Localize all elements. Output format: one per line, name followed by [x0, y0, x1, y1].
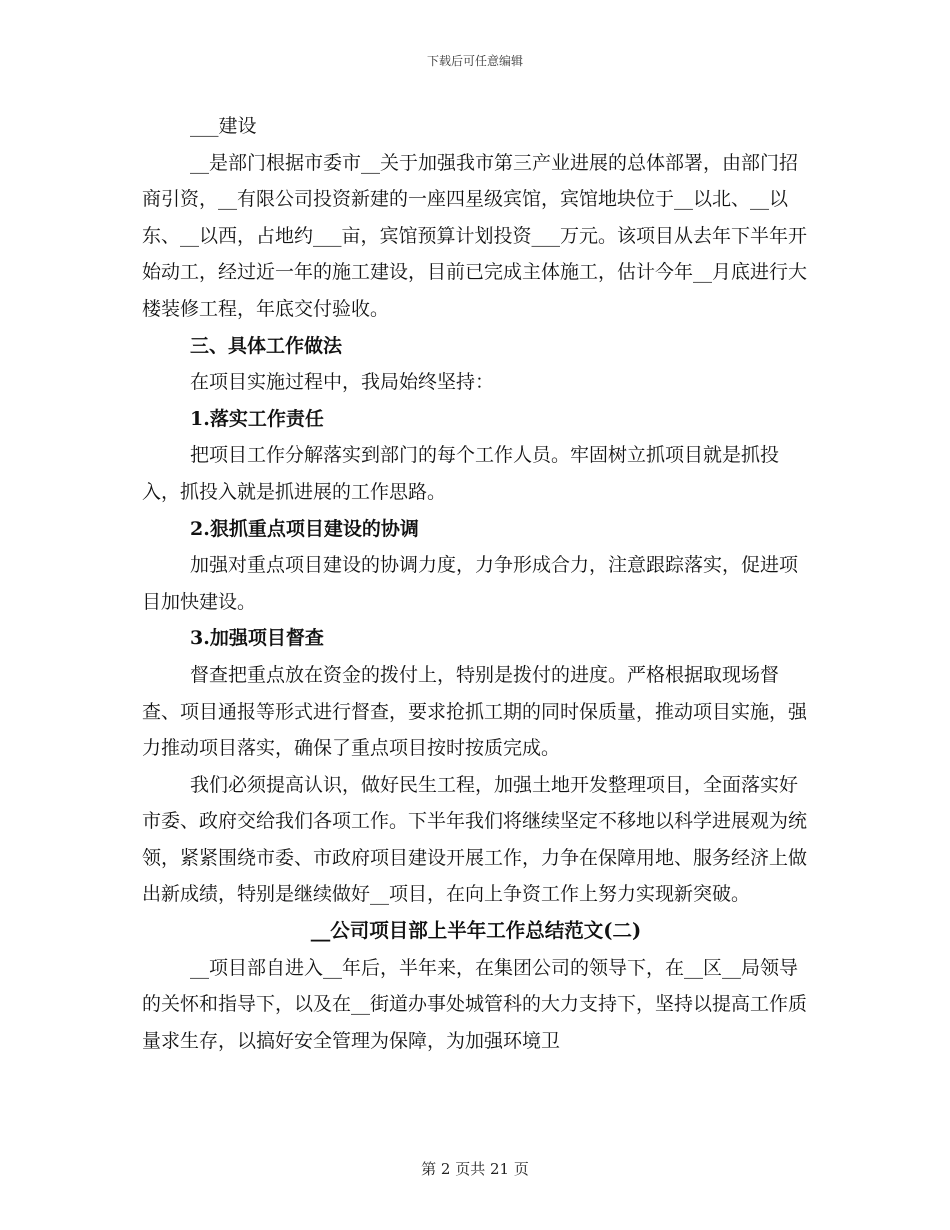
- paragraph-coordination: 加强对重点项目建设的协调力度，力争形成合力，注意跟踪落实，促进项目加快建设。: [142, 554, 799, 613]
- document-body: [142, 108, 810, 1059]
- page-header: 下载后可任意编辑: [426, 54, 523, 68]
- paragraph-project-department: __项目部自进入__年后，半年来，在集团公司的领导下，在__区__局领导的关怀和指导下，以及在__街道办事处城管科的大力支持下，坚持以提高工作质量求生存，以搞好安全管理为保障，为加强环境卫: [142, 956, 808, 1052]
- paragraph-supervision: 督查把重点放在资金的拨付上，特别是拨付的进度。严格根据取现场督查、项目通报等形式进行督查，要求抢抓工期的同时保质量，推动项目实施，强力推动项目落实，确保了重点项目按时按质完成。: [142, 663, 808, 760]
- paragraph-outlook: 我们必须提高认识，做好民生工程，加强土地开发整理项目，全面落实好市委、政府交给我们各项工作。下半年我们将继续坚定不移地以科学进展观为统领，紧紧围绕市委、市政府项目建设开展工作，力争在保障用地、服务经济上做出新成绩，特别是继续做好__项目，在向上争资工作上努力实现新突破。: [142, 773, 808, 906]
- section-title-two: __公司项目部上半年工作总结范文(二): [310, 919, 642, 943]
- paragraph-adherence: 在项目实施过程中，我局始终坚持：: [190, 371, 495, 394]
- heading-responsibility: 1.落实工作责任: [190, 407, 324, 430]
- heading-specific-practices: 三、具体工作做法: [190, 334, 343, 357]
- heading-coordination: 2.狠抓重点项目建设的协调: [190, 517, 419, 540]
- paragraph-responsibility: 把项目工作分解落实到部门的每个工作人员。牢固树立抓项目就是抓投入，抓投入就是抓进展的工作思路。: [142, 444, 780, 503]
- heading-supervision: 3.加强项目督查: [190, 627, 324, 650]
- paragraph-hotel-project: __是部门根据市委市__关于加强我市第三产业进展的总体部署，由部门招商引资，__有限公司投资新建的一座四星级宾馆，宾馆地块位于__以北、__以东、__以西，占地约___亩，宾馆预算计划投资___万元。该项目从去年下半年开始动工，经过近一年的施工建设，目前已完成主体施工，估计今年__月底进行大楼装修工程，年底交付验收。: [142, 151, 808, 320]
- page-footer: 第 2 页共 21 页: [421, 1160, 529, 1178]
- paragraph-construction: ___建设: [190, 115, 257, 137]
